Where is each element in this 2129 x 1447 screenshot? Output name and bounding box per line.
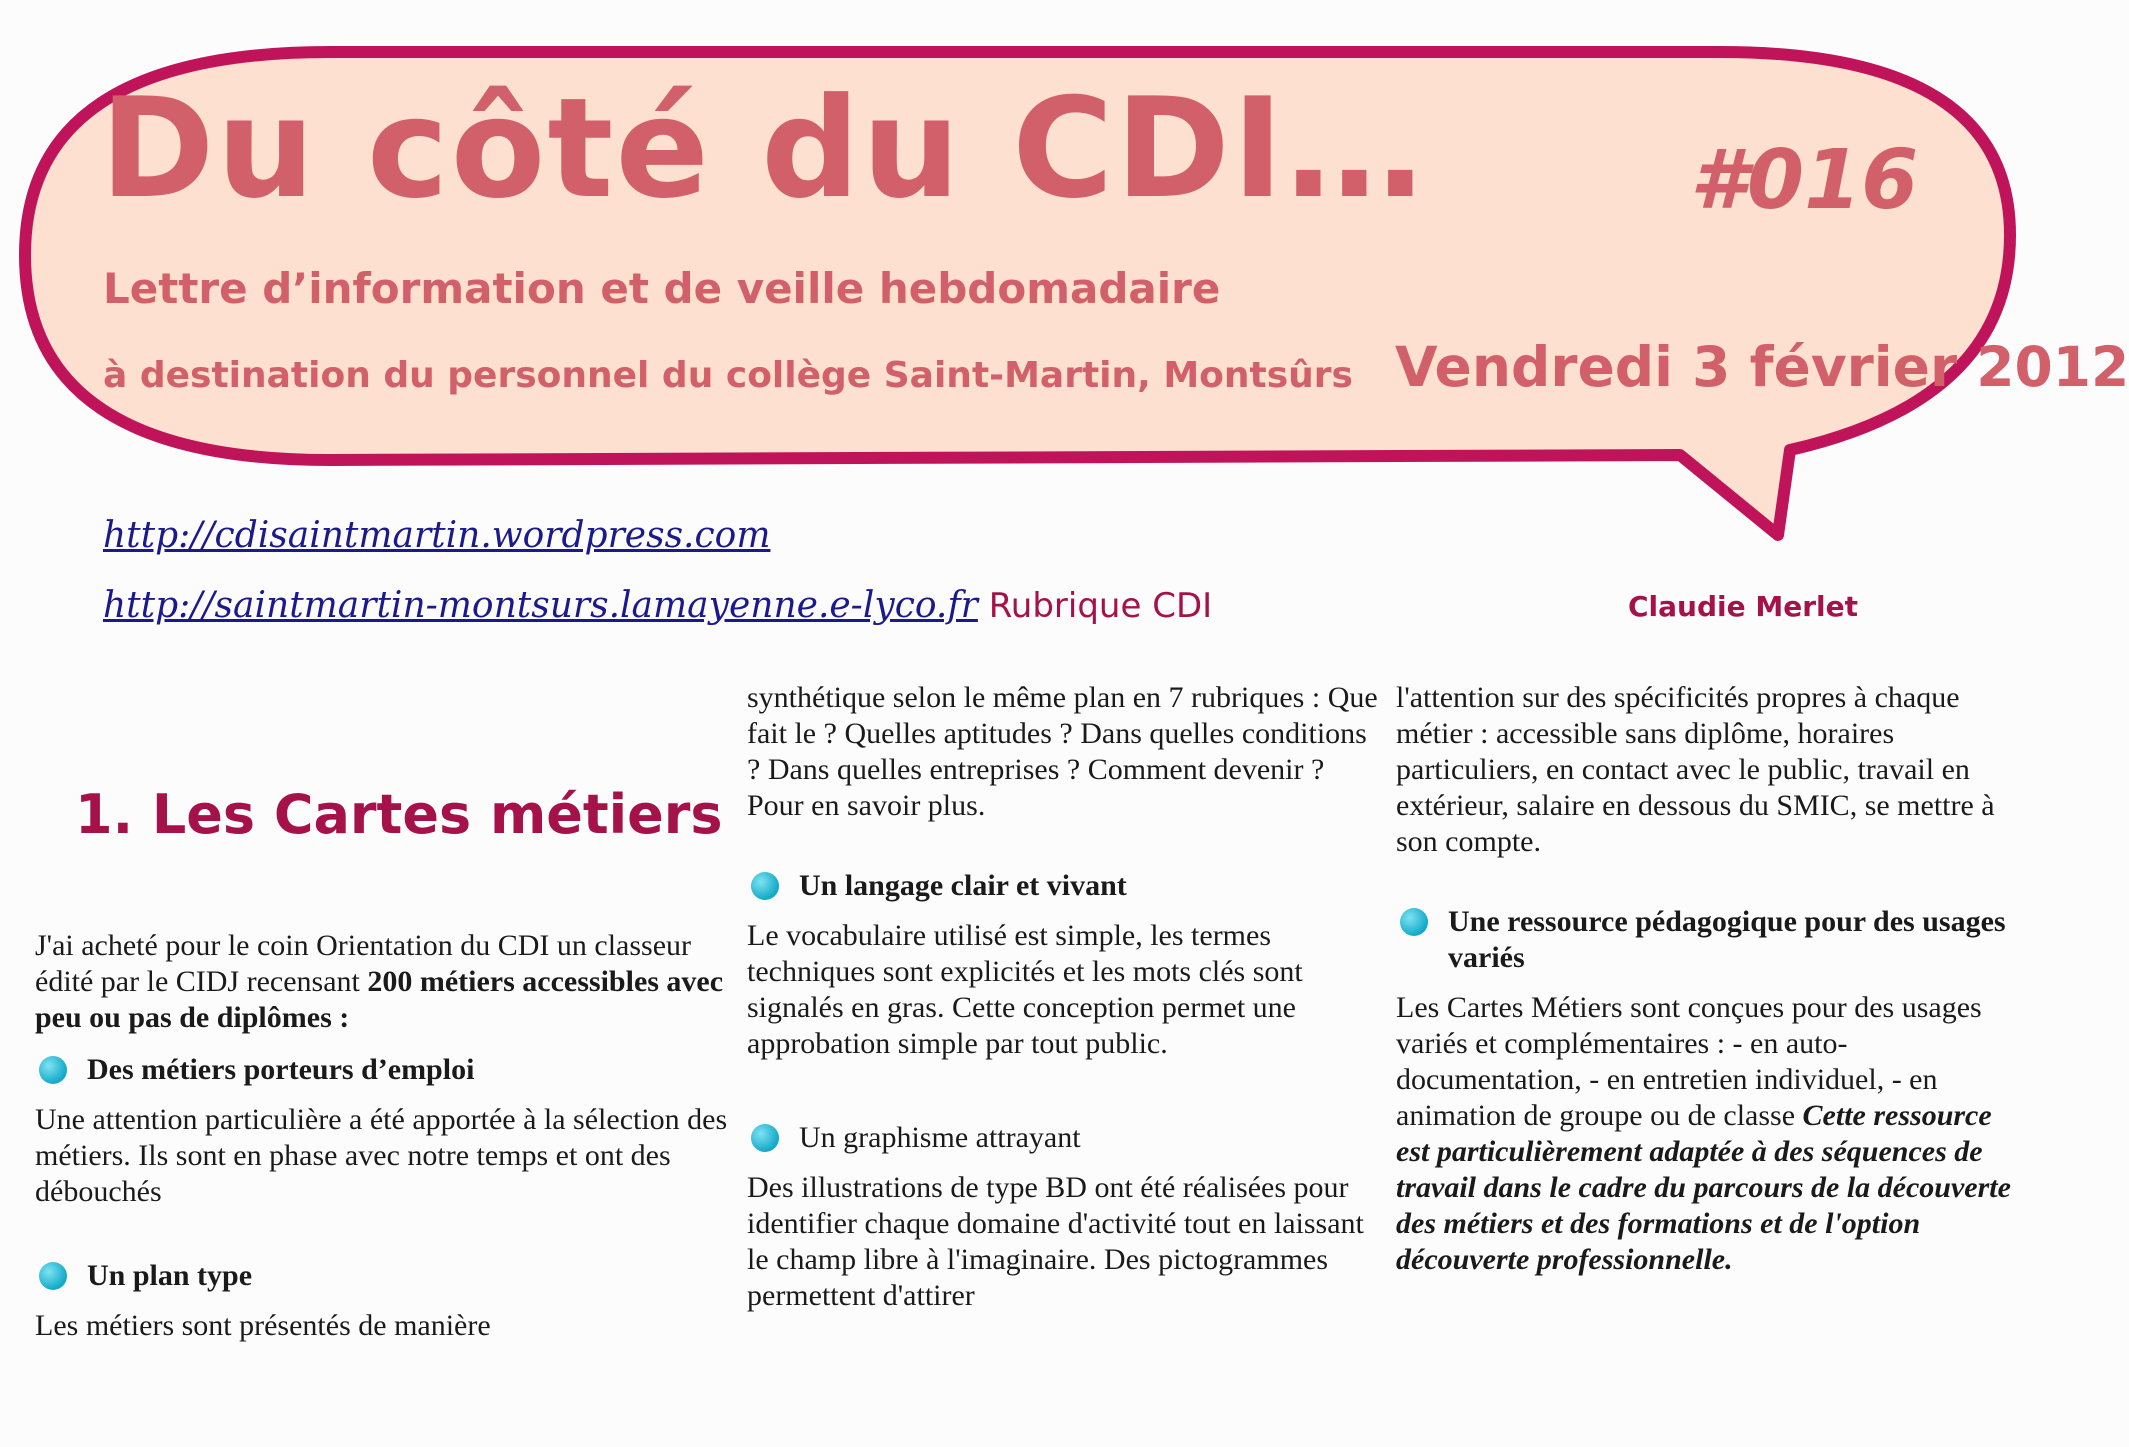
bullet-icon <box>39 1262 67 1290</box>
point-text: Une attention particulière a été apportée à la sélection des métiers. Ils sont en phase avec notre temps et ont des débouchés <box>35 1103 728 1208</box>
newsletter-subtitle: Lettre d’information et de veille hebdomadaire <box>103 264 1221 313</box>
point-text <box>1396 990 2021 1278</box>
point-text: Le vocabulaire utilisé est simple, les termes techniques sont explicités et les mots clés sont signalés en gras. Cette conception permet une approbation simple par tout public. <box>747 919 1303 1060</box>
issue-number: #016 <box>1690 133 1919 228</box>
point-heading-text: Un langage clair et vivant <box>799 869 1127 902</box>
site-link[interactable]: http://saintmartin-montsurs.lamayenne.e-lyco.fr <box>103 585 978 626</box>
bullet-icon <box>751 1124 779 1152</box>
point-text: Les métiers sont présentés de manière <box>35 1309 491 1342</box>
section-title: 1. Les Cartes métiers <box>75 783 723 846</box>
intro-paragraph <box>35 928 735 1036</box>
bullet-icon <box>751 872 779 900</box>
column-2 <box>747 680 1387 1314</box>
point-text-continued: l'attention sur des spécificités propres à chaque métier : accessible sans diplôme, horaires particuliers, en contact avec le public, travail en extérieur, salaire en dessous du SMIC, se mettre à son compte. <box>1396 681 1995 858</box>
point-text-emphasis: Cette ressource est particulièrement adaptée à des séquences de travail dans le cadre du parcours de la découverte des métiers et des formations et de l'option découverte professionnelle. <box>1396 1099 2011 1276</box>
bullet-icon <box>39 1056 67 1084</box>
bullet-icon <box>1400 908 1428 936</box>
point-heading-text: Une ressource pédagogique pour des usages variés <box>1448 905 2006 974</box>
blog-link-row <box>103 508 1212 578</box>
point-heading-text: Un plan type <box>87 1259 253 1292</box>
column-3 <box>1396 680 2021 1278</box>
newsletter-title: Du côté du CDI… <box>100 68 1426 229</box>
publication-date: Vendredi 3 février 2012 <box>1395 335 2129 399</box>
newsletter-audience: à destination du personnel du collège Saint-Martin, Montsûrs <box>103 355 1353 396</box>
links-block <box>103 508 1212 648</box>
rubrique-label: Rubrique CDI <box>977 586 1213 626</box>
author-name: Claudie Merlet <box>1628 590 1858 623</box>
point-heading <box>35 1052 735 1088</box>
point-text-continued: synthétique selon le même plan en 7 rubriques : Que fait le ? Quelles aptitudes ? Dans quelles conditions ? Dans quelles entreprises ? Comment devenir ? Pour en savoir plus. <box>747 681 1378 822</box>
intro-text: J'ai acheté pour le coin Orientation du CDI un classeur édité par le CIDJ recensant <box>35 929 692 998</box>
point-heading <box>747 868 1387 904</box>
blog-link[interactable]: http://cdisaintmartin.wordpress.com <box>103 515 771 556</box>
point-heading-text: Des métiers porteurs d’emploi <box>87 1053 475 1086</box>
intro-emphasis: 200 métiers accessibles avec peu ou pas de diplômes : <box>35 965 724 1034</box>
column-1 <box>35 680 735 1344</box>
point-text-normal: Les Cartes Métiers sont conçues pour des usages variés et complémentaires : - en auto-documentation, - en entretien individuel, - en animation de groupe ou de classe <box>1396 991 1982 1132</box>
point-heading <box>35 1258 735 1294</box>
point-heading <box>1396 904 2021 976</box>
point-heading <box>747 1120 1387 1156</box>
point-text: Des illustrations de type BD ont été réalisées pour identifier chaque domaine d'activité tout en laissant le champ libre à l'imaginaire. Des pictogrammes permettent d'attirer <box>747 1171 1364 1312</box>
point-heading-text: Un graphisme attrayant <box>799 1121 1081 1154</box>
site-link-row <box>103 578 1212 648</box>
